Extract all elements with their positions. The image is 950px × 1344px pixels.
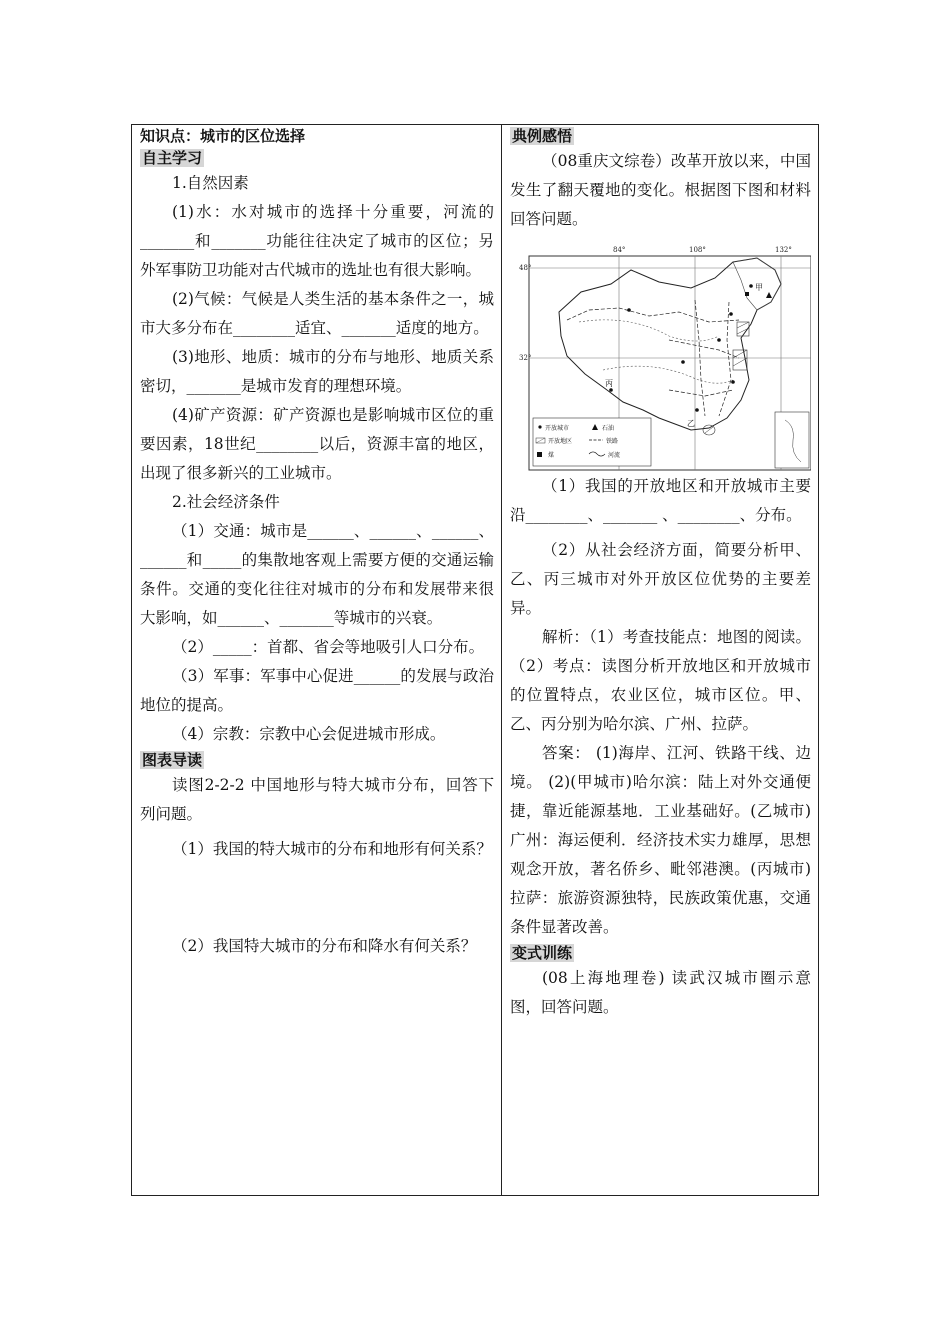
analysis-paragraph: 解析：（1）考查技能点：地图的阅读。（2）考点：读图分析开放地区和开放城市的位置特点，农业区位，城市区位。甲、乙、丙分别为哈尔滨、广州、拉萨。: [510, 628, 811, 733]
city-label-yi: 乙: [687, 419, 695, 428]
city-label-bing: 丙: [605, 379, 613, 388]
natural-factors-heading: 1.自然因素: [172, 174, 249, 192]
variant-intro: (08上海地理卷) 读武汉城市圈示意图，回答问题。: [510, 969, 811, 1016]
city-label-jia: 甲: [755, 283, 763, 292]
legend-oil: 石油: [602, 425, 615, 432]
legend-river: 河流: [608, 452, 621, 459]
left-column: [132, 125, 502, 1195]
climate-paragraph: (2)气候：气候是人类生活的基本条件之一，城市大多分布在________适宜、_______适度的地方。: [140, 290, 494, 337]
chart-question-2: （2）我国特大城市的分布和降水有何关系？: [172, 937, 477, 955]
variant-training-heading: 变式训练: [512, 944, 573, 962]
right-column: [502, 125, 818, 1195]
knowledge-point-title: 知识点：城市的区位选择: [140, 127, 306, 145]
chart-question-1: （1）我国的特大城市的分布和地形有何关系？: [172, 840, 492, 858]
social-factors-heading: 2.社会经济条件: [172, 493, 280, 511]
answer-paragraph: 答案： (1)海岸、江河、铁路干线、边境。 (2)(甲城市)哈尔滨：陆上对外交通便捷，靠近能源基地．工业基础好。(乙城市)广州：海运便利．经济技术实力雄厚，思想观念开放，著名侨乡、毗邻港澳。(丙城市)拉萨：旅游资源独特，民族政策优惠，交通条件显著改善。: [510, 744, 811, 936]
example-question-1: （1）我国的开放地区和开放城市主要沿________、_______ 、________、分布。: [510, 477, 811, 524]
legend-open-city: 开放城市: [545, 425, 570, 432]
mineral-paragraph: (4)矿产资源：矿产资源也是影响城市区位的重要因素，18世纪________以后，资源丰富的地区，出现了很多新兴的工业城市。: [140, 406, 494, 482]
legend-open-area: 开放地区: [548, 438, 573, 445]
politics-paragraph: （2）_____：首都、省会等地吸引人口分布。: [172, 638, 485, 656]
lat-label-32: 32°: [519, 354, 532, 362]
lon-label-84: 84°: [613, 246, 626, 254]
religion-paragraph: （4）宗教：宗教中心会促进城市形成。: [172, 725, 446, 743]
self-study-heading: 自主学习: [142, 149, 203, 167]
traffic-paragraph: （1）交通：城市是______、______、______、______和_____的集散地客观上需要方便的交通运输条件。交通的变化往往对城市的分布和发展带来很大影响，如______、_______等城市的兴衰。: [140, 522, 494, 627]
military-paragraph: （3）军事：军事中心促进______的发展与政治地位的提高。: [140, 667, 494, 714]
lon-label-108: 108°: [689, 246, 706, 254]
lat-label-48: 48°: [519, 264, 532, 272]
legend-railway: 铁路: [606, 438, 619, 445]
china-open-cities-map: [519, 240, 811, 472]
terrain-paragraph: (3)地形、地质：城市的分布与地形、地质关系密切，_______是城市发育的理想环境。: [140, 348, 494, 395]
legend-coal: 煤: [548, 452, 555, 459]
water-paragraph: (1)水：水对城市的选择十分重要，河流的_______和_______功能往往决定了城市的区位；另外军事防卫功能对古代城市的选址也有很大影响。: [140, 203, 494, 279]
lon-label-132: 132°: [775, 246, 792, 254]
content-table: [131, 124, 819, 1196]
example-intro: （08重庆文综卷）改革开放以来，中国发生了翻天覆地的变化。根据图下图和材料回答问题。: [510, 152, 811, 228]
chart-intro-paragraph: 读图2-2-2 中国地形与特大城市分布，回答下列问题。: [140, 776, 494, 823]
example-heading: 典例感悟: [512, 127, 573, 145]
chart-reading-heading: 图表导读: [142, 751, 203, 769]
example-question-2: （2）从社会经济方面，简要分析甲、乙、丙三城市对外开放区位优势的主要差异。: [510, 541, 811, 617]
